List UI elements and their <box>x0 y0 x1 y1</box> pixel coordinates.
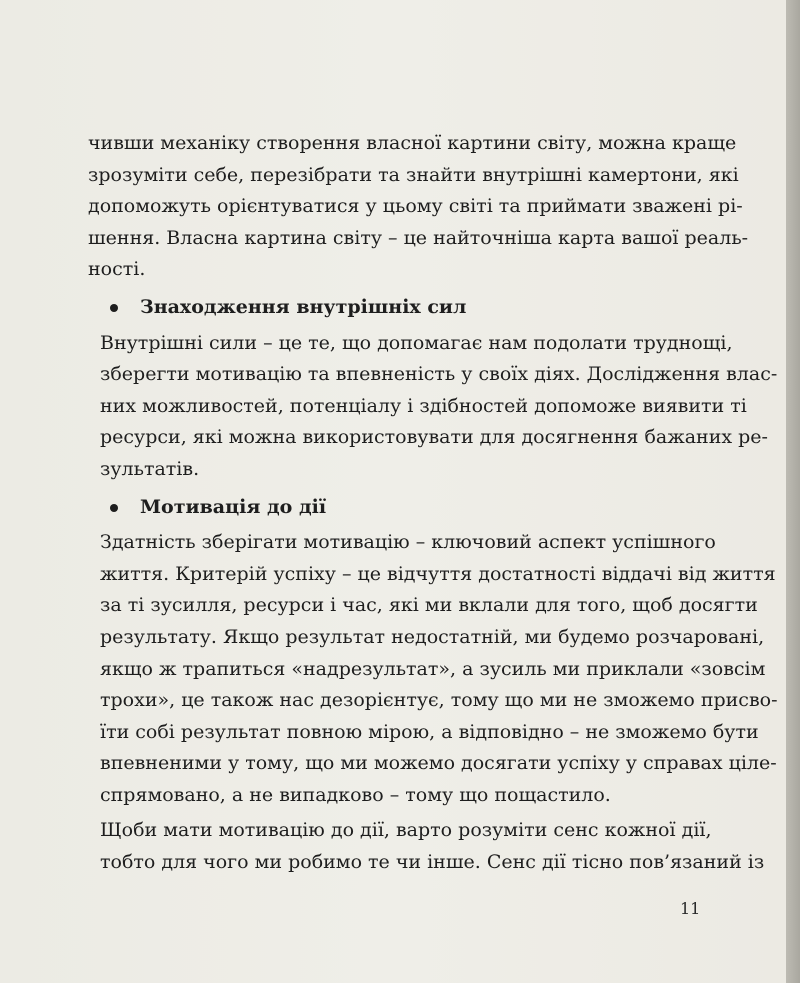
text-line: життя. Критерій успіху – це відчуття достатності віддачі від життя <box>100 562 776 585</box>
text-line: Здатність зберігати мотивацію – ключовий аспект успішного <box>100 531 716 554</box>
text-line: зрозуміти себе, перезібрати та знайти внутрішні камертони, які <box>88 163 739 186</box>
text-line: ресурси, які можна використовувати для досягнення бажаних ре- <box>100 426 768 449</box>
text-line: якщо ж трапиться «надрезультат», а зусиль ми приклали «зовсім <box>100 657 766 680</box>
page-content <box>88 128 778 879</box>
text-line: допоможуть орієнтуватися у цьому світі та приймати зважені рі- <box>88 195 743 218</box>
bullet-icon <box>110 504 118 512</box>
text-line: Щоби мати мотивацію до дії, варто розуміти сенс кожної дії, <box>100 819 712 842</box>
text-line: за ті зусилля, ресурси і час, які ми вклали для того, щоб досягти <box>100 594 758 617</box>
text-line: чивши механіку створення власної картини світу, можна краще <box>88 132 737 154</box>
text-line: Внутрішні сили – це те, що допомагає нам подолати труднощі, <box>100 331 733 354</box>
section-heading-text: Знаходження внутрішніх сил <box>140 295 467 318</box>
inner-strength-paragraph <box>88 328 778 486</box>
text-line: зберегти мотивацію та впевненість у своїх діях. Дослідження влас- <box>100 363 778 386</box>
text-line: них можливостей, потенціалу і здібностей допоможе виявити ті <box>100 394 747 417</box>
text-line: їти собі результат повною мірою, а відповідно – не зможемо бути <box>100 720 759 743</box>
motivation-paragraph <box>88 527 778 811</box>
section-heading-text: Мотивація до дії <box>140 495 327 518</box>
meaning-paragraph <box>88 815 765 878</box>
text-line: результату. Якщо результат недостатній, ми будемо розчаровані, <box>100 625 765 648</box>
section-heading-motivation <box>88 492 698 524</box>
text-line: тобто для чого ми робимо те чи інше. Сенс дії тісно пов’язаний із <box>100 851 765 874</box>
text-line: зультатів. <box>100 457 200 480</box>
page-number: 11 <box>680 899 701 918</box>
page-edge <box>786 0 800 983</box>
section-heading-inner-strength <box>88 292 698 324</box>
intro-paragraph <box>88 128 749 286</box>
text-line: шення. Власна картина світу – це найточніша карта вашої реаль- <box>88 226 749 249</box>
text-line: спрямовано, а не випадково – тому що пощастило. <box>100 783 611 806</box>
text-line: трохи», це також нас дезорієнтує, тому що ми не зможемо присво- <box>100 689 778 712</box>
bullet-icon <box>110 304 118 312</box>
text-line: ності. <box>88 258 146 281</box>
text-line: впевненими у тому, що ми можемо досягати успіху у справах ціле- <box>100 752 777 775</box>
